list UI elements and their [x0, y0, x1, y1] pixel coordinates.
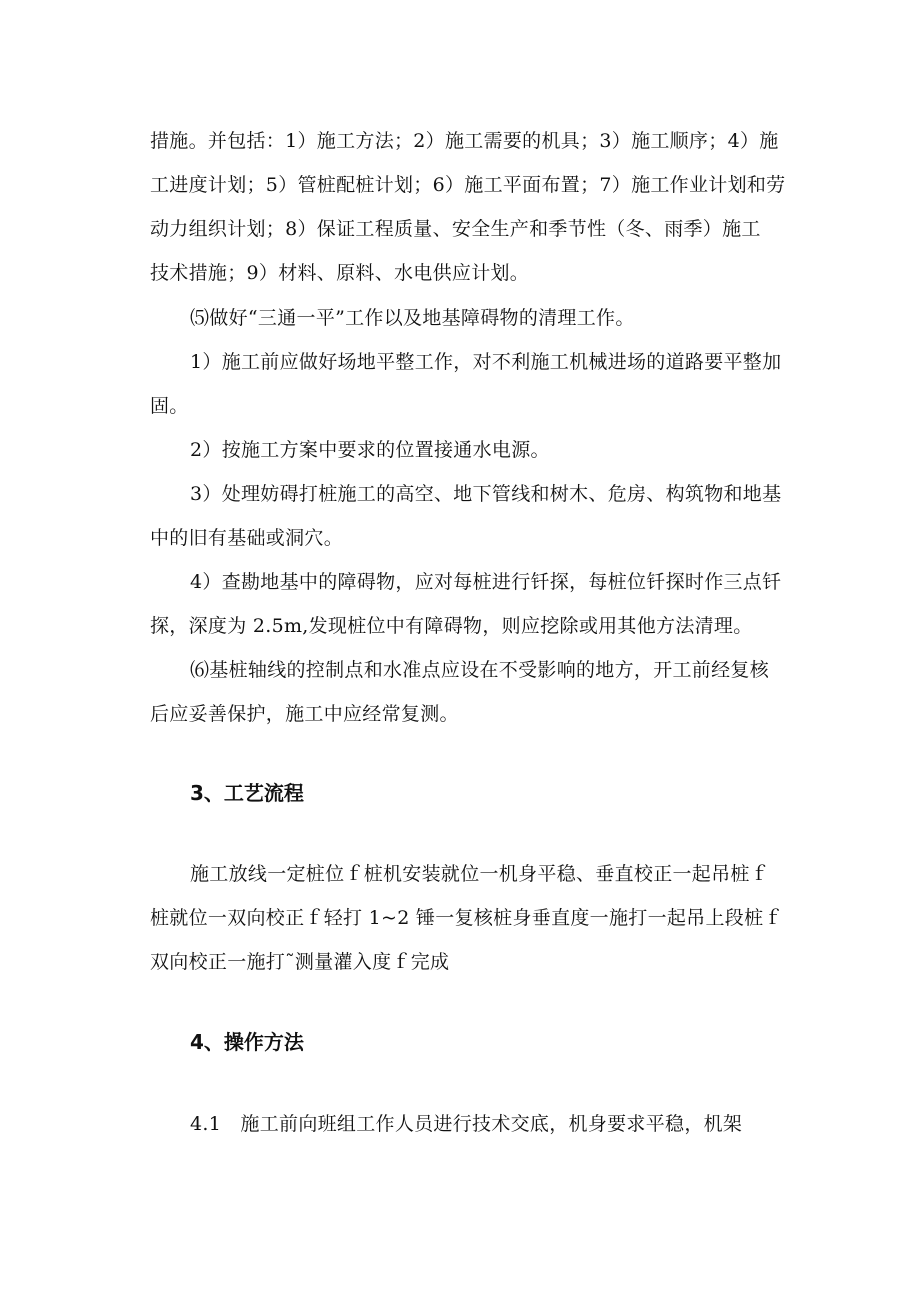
paragraph-line: 2）按施工方案中要求的位置接通水电源。: [190, 439, 550, 461]
item-4-1-paragraph: [150, 1102, 790, 1146]
paragraph-line: 中的旧有基础或洞穴。: [150, 527, 344, 549]
item-5-sub-2: [150, 428, 790, 472]
item-5-paragraph: [150, 296, 790, 340]
paragraph-line: 技术措施；9）材料、原料、水电供应计划。: [150, 262, 530, 284]
paragraph-line: 4）查勘地基中的障碍物，应对每桩进行钎探，每桩位钎探时作三点钎: [190, 571, 782, 593]
paragraph-line: 措施。并包括：1）施工方法；2）施工需要的机具；3）施工顺序；4）施: [150, 130, 779, 152]
paragraph-line: 4.1 施工前向班组工作人员进行技术交底，机身要求平稳，机架: [190, 1113, 743, 1135]
item-5-sub-3: [150, 472, 790, 560]
paragraph-line: 探，深度为 2.5m,发现桩位中有障碍物，则应挖除或用其他方法清理。: [150, 615, 753, 637]
paragraph-line: ⑹基桩轴线的控制点和水准点应设在不受影响的地方，开工前经复核: [190, 659, 770, 681]
paragraph-line: 双向校正一施打˜测量灌入度ｆ完成: [150, 951, 450, 973]
process-flow-paragraph: [150, 852, 790, 984]
measures-paragraph: [150, 119, 790, 295]
paragraph-line: 后应妥善保护，施工中应经常复测。: [150, 703, 459, 725]
paragraph-line: 1）施工前应做好场地平整工作，对不利施工机械进场的道路要平整加: [190, 351, 782, 373]
section-4-heading: 4、操作方法: [190, 1030, 304, 1054]
item-5-sub-4: [150, 560, 790, 648]
paragraph-line: 固。: [150, 395, 189, 417]
item-5-sub-1: [150, 340, 790, 428]
section-3-heading: 3、工艺流程: [190, 781, 304, 805]
paragraph-line: 3）处理妨碍打桩施工的高空、地下管线和树木、危房、构筑物和地基: [190, 483, 782, 505]
paragraph-line: 施工放线一定桩位ｆ桩机安装就位一机身平稳、垂直校正一起吊桩ｆ: [190, 863, 770, 885]
paragraph-line: 动力组织计划；8）保证工程质量、安全生产和季节性（冬、雨季）施工: [150, 218, 761, 240]
item-5-text: ⑸做好“三通一平”工作以及地基障碍物的清理工作。: [190, 307, 635, 329]
paragraph-line: 桩就位一双向校正ｆ轻打 1~2 锤一复核桩身垂直度一施打一起吊上段桩ｆ: [150, 907, 783, 929]
item-6-paragraph: [150, 648, 790, 736]
paragraph-line: 工进度计划；5）管桩配桩计划；6）施工平面布置；7）施工作业计划和劳: [150, 174, 786, 196]
